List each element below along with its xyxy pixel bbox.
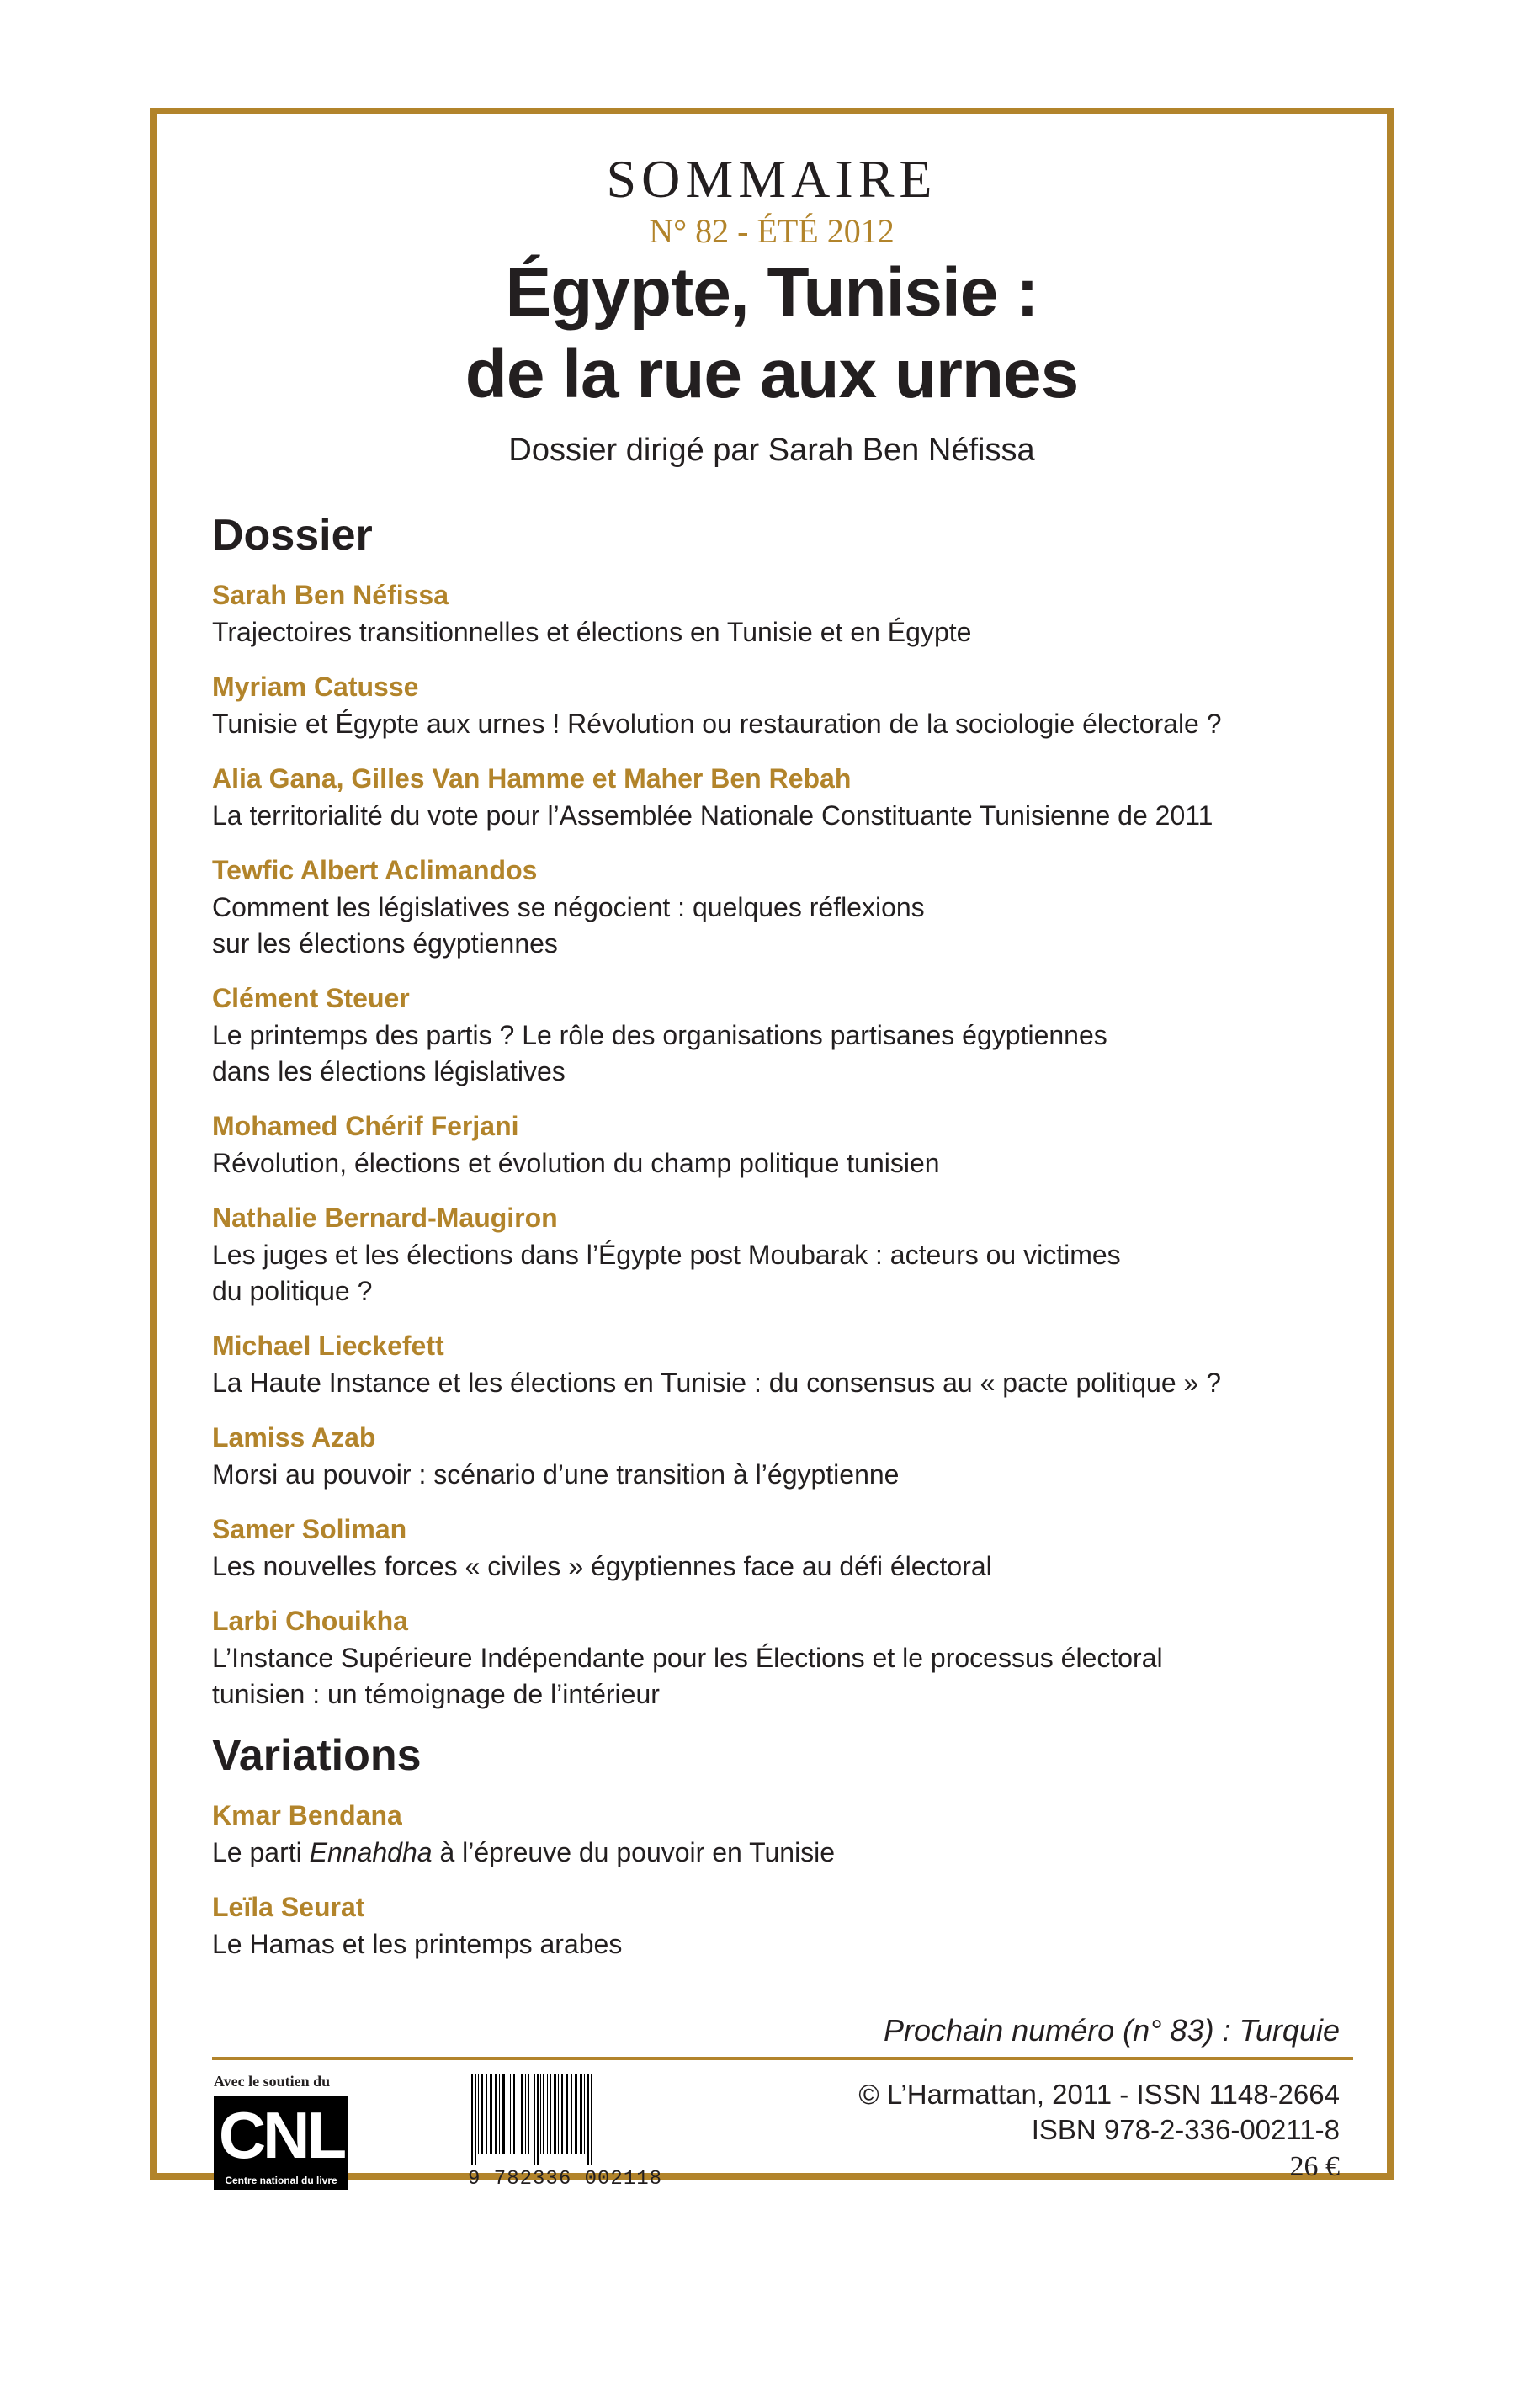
entry-title: Les juges et les élections dans l’Égypte post Moubarak : acteurs ou victimes du politique ? <box>212 1240 1121 1306</box>
toc-entry[interactable] <box>212 1510 1353 1585</box>
toc-entry[interactable] <box>212 759 1353 834</box>
entry-author: Tewfic Albert Aclimandos <box>212 855 538 885</box>
barcode-bars <box>468 2074 666 2166</box>
barcode-bar <box>495 2074 497 2154</box>
barcode-bar <box>475 2074 476 2165</box>
entry-title-part: à l’épreuve du pouvoir en Tunisie <box>432 1837 836 1867</box>
toc-entry[interactable] <box>212 1888 1353 1963</box>
issue-title-line1: Égypte, Tunisie : <box>505 254 1038 331</box>
entry-author: Clément Steuer <box>212 983 410 1013</box>
toc-entry[interactable] <box>212 576 1353 651</box>
barcode-bar <box>499 2074 500 2154</box>
entry-title: L’Instance Supérieure Indépendante pour les Élections et le processus électoral tunisien : un témoignage de l’intérieur <box>212 1643 1163 1709</box>
entry-author: Kmar Bendana <box>212 1800 402 1830</box>
entry-author: Lamiss Azab <box>212 1422 376 1453</box>
barcode-bar <box>525 2074 526 2154</box>
barcode-bar <box>490 2074 492 2154</box>
cnl-logo <box>214 2073 348 2190</box>
entry-author: Nathalie Bernard-Maugiron <box>212 1203 558 1233</box>
toc-entry[interactable] <box>212 1796 1353 1871</box>
entry-title: Le Hamas et les printemps arabes <box>212 1929 623 1959</box>
barcode-bar <box>575 2074 577 2154</box>
cnl-support-text: Avec le soutien du <box>214 2073 331 2090</box>
entry-author: Myriam Catusse <box>212 672 419 702</box>
entry-title-part: Le parti <box>212 1837 310 1867</box>
barcode-bar <box>587 2074 589 2165</box>
next-issue-note: Prochain numéro (n° 83) : Turquie <box>884 2013 1340 2048</box>
dossier-editor: Dossier dirigé par Sarah Ben Néfissa <box>508 433 1035 468</box>
entry-author: Samer Soliman <box>212 1514 407 1544</box>
barcode-number: 9 782336 002118 <box>468 2168 663 2191</box>
toc-entry[interactable] <box>212 851 1353 962</box>
barcode-bar <box>543 2074 544 2154</box>
issue-number: N° 82 - ÉTÉ 2012 <box>649 212 895 250</box>
barcode-bar <box>471 2074 473 2165</box>
entry-title: Comment les législatives se négocient : quelques réflexions sur les élections égyptiennes <box>212 892 925 959</box>
barcode-bar <box>513 2074 515 2154</box>
barcode-bar <box>540 2074 541 2154</box>
barcode-bar <box>481 2074 483 2154</box>
barcode-bar <box>502 2074 505 2154</box>
copyright-line: © L’Harmattan, 2011 - ISSN 1148-2664 <box>858 2079 1340 2110</box>
barcode-bar <box>528 2074 529 2154</box>
barcode-bar <box>478 2074 479 2154</box>
barcode-bar <box>591 2074 592 2165</box>
page-frame <box>150 108 1394 2191</box>
variations-entries <box>212 1796 1353 1979</box>
isbn-line: ISBN 978-2-336-00211-8 <box>1031 2114 1340 2145</box>
entry-author: Alia Gana, Gilles Van Hamme et Maher Ben Rebah <box>212 763 852 794</box>
entry-title: Révolution, élections et évolution du champ politique tunisien <box>212 1148 940 1178</box>
issue-title-line2: de la rue aux urnes <box>465 336 1079 412</box>
entry-author: Sarah Ben Néfissa <box>212 580 449 610</box>
barcode-bar <box>550 2074 551 2154</box>
barcode-bar <box>510 2074 511 2154</box>
cnl-logo-box <box>214 2096 348 2190</box>
sommaire-heading: SOMMAIRE <box>606 149 937 209</box>
barcode-bar <box>554 2074 556 2154</box>
barcode-bar <box>561 2074 563 2154</box>
publisher-info <box>858 2077 1340 2148</box>
entry-title: Les nouvelles forces « civiles » égyptiennes face au défi électoral <box>212 1551 992 1581</box>
toc-entry[interactable] <box>212 979 1353 1090</box>
barcode-bar <box>558 2074 559 2154</box>
toc-entry[interactable] <box>212 667 1353 742</box>
toc-entry[interactable] <box>212 1326 1353 1401</box>
entry-title: La Haute Instance et les élections en Tunisie : du consensus au « pacte politique » ? <box>212 1368 1222 1398</box>
barcode-bar <box>571 2074 572 2154</box>
barcode <box>468 2074 666 2191</box>
entry-author: Larbi Chouikha <box>212 1606 408 1636</box>
toc-entry[interactable] <box>212 1602 1353 1713</box>
barcode-bar <box>486 2074 487 2154</box>
entry-title: Tunisie et Égypte aux urnes ! Révolution ou restauration de la sociologie électorale ? <box>212 709 1222 739</box>
entry-title: Morsi au pouvoir : scénario d’une transition à l’égyptienne <box>212 1459 900 1490</box>
barcode-bar <box>566 2074 568 2154</box>
entry-author: Michael Lieckefett <box>212 1331 444 1361</box>
section-heading-variations: Variations <box>212 1731 422 1780</box>
entry-title <box>212 1835 1353 1871</box>
section-heading-dossier: Dossier <box>212 511 373 560</box>
dossier-entries <box>212 576 1353 1729</box>
toc-entry[interactable] <box>212 1107 1353 1182</box>
entry-title: La territorialité du vote pour l’Assemblée Nationale Constituante Tunisienne de 2011 <box>212 800 1213 831</box>
toc-entry[interactable] <box>212 1418 1353 1493</box>
entry-title: Le printemps des partis ? Le rôle des organisations partisanes égyptiennes dans les élections législatives <box>212 1020 1107 1086</box>
cnl-letters: CNL <box>218 2098 344 2172</box>
barcode-bar <box>534 2074 535 2165</box>
barcode-bar <box>547 2074 548 2154</box>
cnl-caption: Centre national du livre <box>225 2175 337 2186</box>
price: 26 € <box>1289 2151 1340 2182</box>
footer-divider <box>212 2057 1353 2060</box>
barcode-bar <box>584 2074 585 2154</box>
entry-title-italic: Ennahdha <box>309 1837 433 1867</box>
entry-author: Leïla Seurat <box>212 1892 365 1922</box>
toc-entry[interactable] <box>212 1198 1353 1309</box>
barcode-bar <box>580 2074 582 2154</box>
barcode-bar <box>537 2074 539 2165</box>
barcode-bar <box>521 2074 523 2154</box>
entry-author: Mohamed Chérif Ferjani <box>212 1111 519 1141</box>
entry-title: Trajectoires transitionnelles et élections en Tunisie et en Égypte <box>212 617 972 647</box>
